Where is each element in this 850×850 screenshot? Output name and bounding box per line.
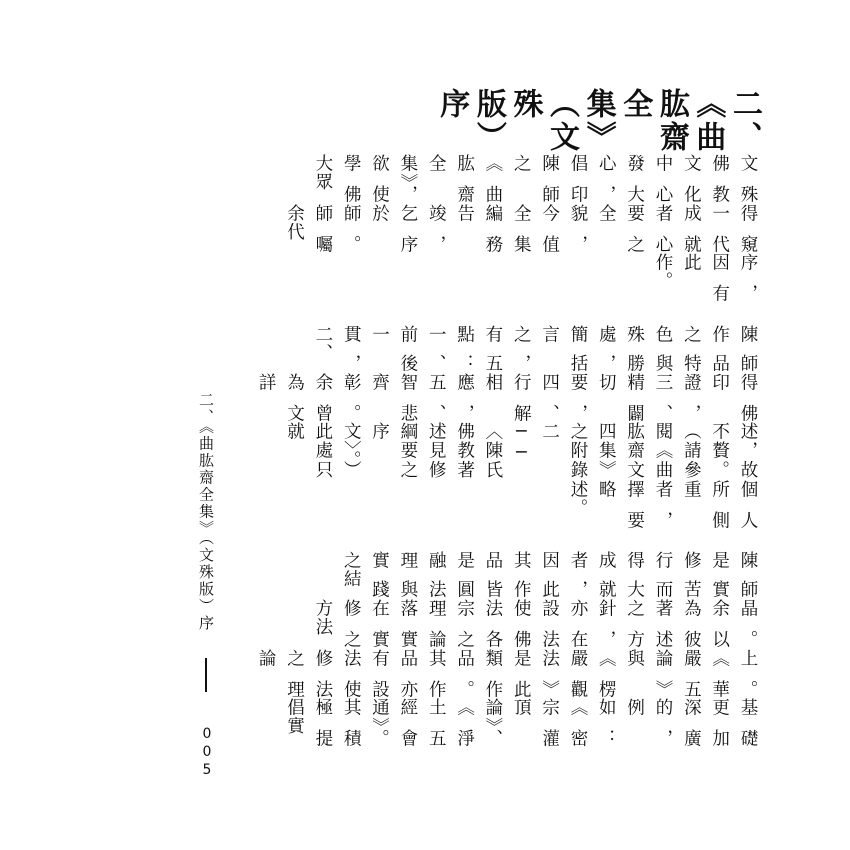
text-column: 得佛印證，三、精闢切要，四、行解相應，五、智悲齊彰。余曾為文詳 [256,372,758,423]
running-head-rule [205,658,207,692]
text-column: 得窺一代成就者心要之全貌，今值全集編務告竣，乞序於師。師囑余代 [284,203,758,254]
running-head-label: 二、《曲肱齋全集》（文殊版）序 [197,392,215,632]
text-column: 文殊佛教文化中心發大心，倡印陳師之《曲肱齋全集》，欲使學佛大眾 [312,154,758,204]
text-column: 個人所側重者，擇要略述。 [567,479,758,530]
text-column: 上。《華嚴五論》與《楞嚴觀法》是此類作品。其作品亦有設法使修法之理論 [256,648,758,699]
text-column: 序，因有此作。 [652,253,758,303]
body-text-block [245,88,762,748]
page-number: 005 [199,726,215,780]
text-column-note: 述，故不贅。（請參閱《曲肱齋文四集》之附錄二──〈陳氏佛教著述見修綱要之序文〉。）此處只就 [284,422,758,480]
text-column: 陳師是實修苦行而得大成就者，因此其作品皆是圓融法理與實踐之結 [341,551,758,600]
running-head [196,392,217,692]
text-column: 陳師作品之特色與殊勝處，簡括言之，有五點：一、前後一貫，二、 [312,324,758,373]
page-title: 二、《曲肱齋全集》（文殊版）序 [434,88,762,154]
text-column: 基礎更加深廣的，例如：《密宗灌頂論》、《淨土五經會通》。其積極提倡實 [284,698,758,748]
text-column: 晶。余以為彼著述之方針，亦在設法使佛法各宗之理論落實在實修之方法 [312,599,758,649]
